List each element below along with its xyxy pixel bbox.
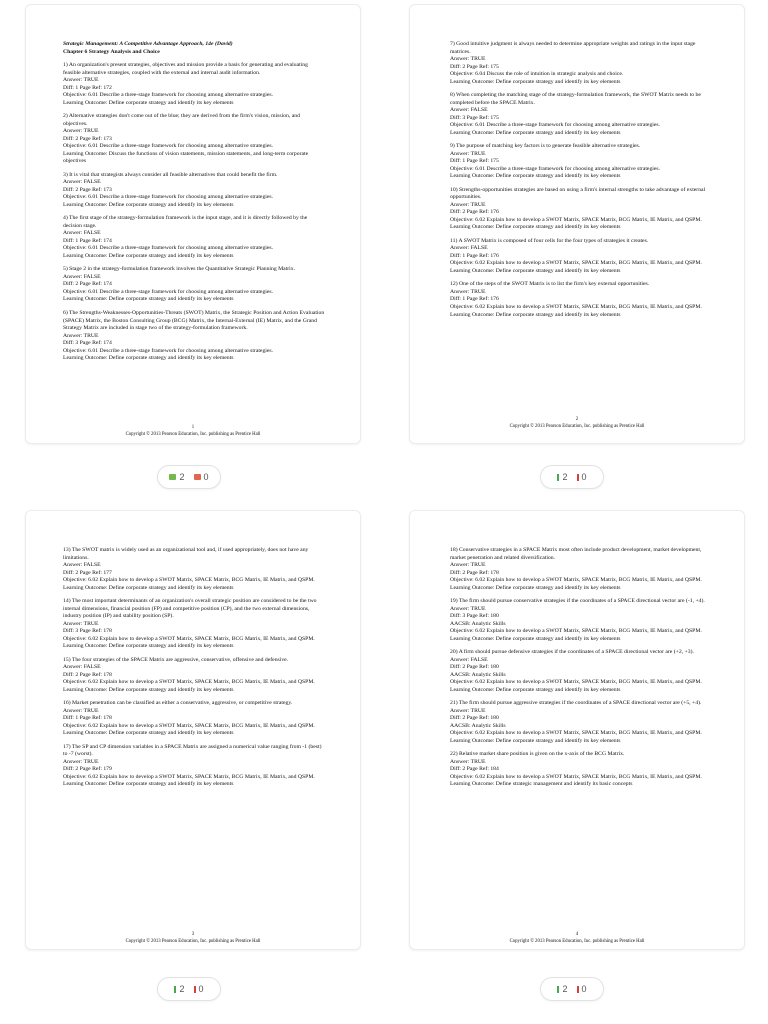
question-item [450,92,712,137]
question-meta-line: Learning Outcome: Define corporate strategy and identify its key elements [63,584,234,591]
question-meta-line: Learning Outcome: Define corporate strategy and identify its key elements [450,224,621,231]
question-meta-line: Objective: 6.04 Discuss the role of intuition in strategic analysis and choice. [450,71,624,78]
question-text: 15) The four strategies of the SPACE Matrix are aggressive, conservative, offensive and defensive. [63,656,289,663]
question-meta-line: Diff: 2 Page Ref: 180 [450,715,499,722]
question-meta-line: Answer: FALSE [450,245,488,252]
question-meta-line: Learning Outcome: Define corporate strategy and identify its key elements [63,781,234,788]
question-text: 4) The first stage of the strategy-formulation framework is the input stage, and it is directly followed by the decision stage. [63,215,308,229]
question-item [63,310,325,363]
question-meta-line: AACSB: Analytic Skills [450,671,506,678]
question-meta-line: Diff: 3 Page Ref: 174 [63,340,112,347]
question-meta-line: Learning Outcome: Define corporate strategy and identify its key elements [450,78,621,85]
question-text: 11) A SWOT Matrix is composed of four cells for the four types of strategies it creates. [450,237,649,244]
like-button[interactable] [557,472,567,482]
question-item [450,41,712,86]
question-meta-line: Learning Outcome: Define corporate strategy and identify its key elements [63,201,234,208]
vote-bar [157,465,221,489]
question-list [63,62,325,363]
question-list [450,41,712,319]
question-meta-line: Answer: TRUE [450,56,486,63]
question-meta-line: Learning Outcome: Define corporate strategy and identify its key elements [450,584,621,591]
question-meta-line: Learning Outcome: Define corporate strategy and identify its key elements [450,737,621,744]
like-count: 2 [179,472,185,482]
question-text: 19) The firm should pursue conservative strategies if the coordinates of a SPACE directional vector are (-1, +4). [450,598,705,605]
question-text: 1) An organization's present strategies, objectives and mission provide a basis for generating and evaluating feasible alternative strategies, coupled with the external and internal audit information. [63,62,308,76]
question-meta-line: Answer: TRUE [63,332,99,339]
question-meta-line: Objective: 6.01 Describe a three-stage framework for choosing among alternative strategies. [63,143,274,150]
question-meta-line: Diff: 2 Page Ref: 179 [63,766,112,773]
question-meta-line: Answer: TRUE [63,77,99,84]
document-page-2 [409,4,745,444]
dislike-icon [577,474,579,481]
question-meta-line: AACSB: Analytic Skills [450,722,506,729]
document-page-3 [25,510,361,950]
thumbs-up-icon [169,474,176,480]
question-meta-line: Objective: 6.01 Describe a three-stage framework for choosing among alternative strategies. [63,245,274,252]
question-item [450,143,712,181]
question-meta-line: Answer: TRUE [63,758,99,765]
question-list [450,547,712,789]
dislike-count: 0 [581,472,587,482]
question-text: 20) A firm should pursue defensive strategies if the coordinates of a SPACE directional vector are (+2, +3). [450,649,694,656]
question-meta-line: Learning Outcome: Define corporate strategy and identify its key elements [450,311,621,318]
question-meta-line: AACSB: Analytic Skills [450,620,506,627]
question-meta-line: Diff: 2 Page Ref: 175 [450,63,499,70]
question-item [63,657,325,695]
dislike-count: 0 [198,984,204,994]
question-text: 8) When completing the matching stage of the strategy-formulation framework, the SWOT Matrix needs to be completed before the SPACE Matrix. [450,92,701,106]
question-item [450,700,712,745]
dislike-icon [194,986,196,993]
question-meta-line: Answer: TRUE [450,605,486,612]
dislike-button[interactable] [577,984,587,994]
question-text: 12) One of the steps of the SWOT Matrix is to list the firm's key external opportunities. [450,281,650,288]
page-number: 2 [575,417,579,422]
question-meta-line: Diff: 1 Page Ref: 175 [450,158,499,165]
question-item [450,547,712,592]
like-button[interactable] [174,984,184,994]
question-item [63,266,325,304]
dislike-count: 0 [581,984,587,994]
question-item [63,113,325,166]
question-meta-line: Diff: 1 Page Ref: 176 [450,296,499,303]
vote-bar [540,465,604,489]
question-text: 7) Good intuitive judgment is always needed to determine appropriate weights and ratings in the input stage matrices. [450,41,696,55]
question-meta-line: Learning Outcome: Define corporate strategy and identify its key elements [450,267,621,274]
copyright-text: Copyright © 2013 Pearson Education, Inc. publishing as Prentice Hall [509,424,645,430]
question-meta-line: Answer: FALSE [63,562,101,569]
question-text: 2) Alternative strategies don't come out of the blue; they are derived from the firm's vision, mission, and objectives. [63,113,300,127]
question-meta-line: Objective: 6.01 Describe a three-stage framework for choosing among alternative strategies. [63,194,274,201]
chapter-title: Chapter 6 Strategy Analysis and Choice [63,48,160,55]
question-meta-line: Objective: 6.02 Explain how to develop a SWOT Matrix, SPACE Matrix, BCG Matrix, IE Matrix, and QSPM. [63,679,315,686]
question-meta-line: Objective: 6.02 Explain how to develop a SWOT Matrix, SPACE Matrix, BCG Matrix, IE Matrix, and QSPM. [450,577,702,584]
question-meta-line: Learning Outcome: Define corporate strategy and identify its key elements [63,730,234,737]
question-meta-line: Objective: 6.02 Explain how to develop a SWOT Matrix, SPACE Matrix, BCG Matrix, IE Matrix, and QSPM. [450,260,702,267]
question-meta-line: Diff: 1 Page Ref: 172 [63,84,112,91]
question-meta-line: Objective: 6.02 Explain how to develop a SWOT Matrix, SPACE Matrix, BCG Matrix, IE Matrix, and QSPM. [450,303,702,310]
question-item [450,598,712,643]
question-meta-line: Diff: 2 Page Ref: 174 [63,281,112,288]
question-item [63,215,325,260]
question-meta-line: Diff: 2 Page Ref: 184 [450,766,499,773]
question-meta-line: Diff: 3 Page Ref: 178 [63,628,112,635]
question-meta-line: Diff: 2 Page Ref: 177 [63,569,112,576]
question-meta-line: Objective: 6.02 Explain how to develop a SWOT Matrix, SPACE Matrix, BCG Matrix, IE Matrix, and QSPM. [63,773,315,780]
question-meta-line: Answer: TRUE [450,758,486,765]
question-meta-line: Diff: 2 Page Ref: 180 [450,664,499,671]
question-meta-line: Objective: 6.02 Explain how to develop a SWOT Matrix, SPACE Matrix, BCG Matrix, IE Matrix, and QSPM. [63,635,315,642]
question-meta-line: Answer: FALSE [450,656,488,663]
question-meta-line: Answer: TRUE [450,562,486,569]
page-number: 3 [191,932,195,937]
page-footer [410,931,744,945]
question-meta-line: Learning Outcome: Define strategic management and identify its basic concepts [450,781,633,788]
question-text: 16) Market penetration can be classified as either a conservative, aggressive, or competitive strategy. [63,700,293,707]
dislike-count: 0 [203,472,209,482]
vote-bar [157,977,221,1001]
question-text: 14) The most important determinants of an organization's overall strategic position are considered to be the two internal dimensions, financial position (FP) and competitive position (CP), and the two external dimensions, industry position (IP) and stability position (SP). [63,598,317,620]
question-meta-line: Objective: 6.01 Describe a three-stage framework for choosing among alternative strategies. [63,347,274,354]
question-item [450,187,712,232]
page-content [63,547,325,795]
question-meta-line: Answer: TRUE [450,288,486,295]
question-meta-line: Answer: FALSE [63,664,101,671]
question-item [63,744,325,789]
question-item [450,649,712,694]
question-item [450,281,712,319]
question-item [63,547,325,592]
question-meta-line: Learning Outcome: Define corporate strategy and identify its key elements [63,355,234,362]
like-icon [174,986,176,993]
question-meta-line: Diff: 3 Page Ref: 180 [450,613,499,620]
question-meta-line: Answer: TRUE [450,201,486,208]
like-count: 2 [179,984,185,994]
question-text: 3) It is vital that strategists always consider all feasible alternatives that could benefit the firm. [63,171,278,178]
question-meta-line: Diff: 2 Page Ref: 178 [63,671,112,678]
copyright-text: Copyright © 2013 Pearson Education, Inc. publishing as Prentice Hall [125,939,261,945]
question-item [63,172,325,210]
question-meta-line: Answer: FALSE [63,179,101,186]
like-icon [557,474,559,481]
book-title: Strategic Management: A Competitive Advantage Approach, 14e (David) [63,41,233,47]
dislike-button[interactable] [577,472,587,482]
like-button[interactable] [557,984,567,994]
like-button[interactable] [169,472,184,482]
document-page-4 [409,510,745,950]
question-meta-line: Objective: 6.02 Explain how to develop a SWOT Matrix, SPACE Matrix, BCG Matrix, IE Matrix, and QSPM. [450,679,702,686]
question-item [450,238,712,276]
question-text: 13) The SWOT matrix is widely used as an organizational tool and, if used appropriately, does not have any limitations. [63,547,309,561]
page-content [63,41,325,369]
page-number: 1 [191,425,195,430]
question-meta-line: Diff: 2 Page Ref: 173 [63,186,112,193]
question-meta-line: Learning Outcome: Define corporate strategy and identify its key elements [450,129,621,136]
question-text: 21) The firm should pursue aggressive strategies if the coordinates of a SPACE directional vector are (+5, +4). [450,700,702,707]
question-meta-line: Answer: FALSE [63,230,101,237]
question-item [450,751,712,789]
question-meta-line: Diff: 1 Page Ref: 174 [63,237,112,244]
question-meta-line: Answer: TRUE [63,707,99,714]
like-icon [557,986,559,993]
question-meta-line: Objective: 6.02 Explain how to develop a SWOT Matrix, SPACE Matrix, BCG Matrix, IE Matrix, and QSPM. [450,773,702,780]
question-meta-line: Objective: 6.02 Explain how to develop a SWOT Matrix, SPACE Matrix, BCG Matrix, IE Matrix, and QSPM. [450,216,702,223]
question-meta-line: Learning Outcome: Define corporate strategy and identify its key elements [450,173,621,180]
question-item [63,62,325,107]
question-meta-line: Diff: 1 Page Ref: 178 [63,715,112,722]
question-meta-line: Diff: 1 Page Ref: 176 [450,252,499,259]
question-meta-line: Learning Outcome: Define corporate strategy and identify its key elements [63,99,234,106]
question-meta-line: Objective: 6.01 Describe a three-stage framework for choosing among alternative strategies. [450,165,661,172]
page-content [450,41,712,325]
question-item [63,700,325,738]
page-footer [26,424,360,438]
question-meta-line: Objective: 6.01 Describe a three-stage framework for choosing among alternative strategies. [450,122,661,129]
question-text: 22) Relative market share position is given on the x-axis of the BCG Matrix. [450,751,625,758]
question-meta-line: Objective: 6.02 Explain how to develop a SWOT Matrix, SPACE Matrix, BCG Matrix, IE Matrix, and QSPM. [450,730,702,737]
question-text: 10) Strengths-opportunities strategies are based on using a firm's internal strengths to take advantage of external opportunities. [450,186,706,201]
question-meta-line: Answer: TRUE [63,620,99,627]
question-meta-line: Objective: 6.01 Describe a three-stage framework for choosing among alternative strategies. [63,92,274,99]
page-header [63,41,325,56]
like-count: 2 [562,984,568,994]
question-meta-line: Learning Outcome: Define corporate strategy and identify its key elements [63,252,234,259]
copyright-text: Copyright © 2013 Pearson Education, Inc. publishing as Prentice Hall [509,939,645,945]
question-meta-line: Answer: TRUE [63,128,99,135]
question-meta-line: Objective: 6.02 Explain how to develop a SWOT Matrix, SPACE Matrix, BCG Matrix, IE Matrix, and QSPM. [63,722,315,729]
question-meta-line: Objective: 6.02 Explain how to develop a SWOT Matrix, SPACE Matrix, BCG Matrix, IE Matrix, and QSPM. [63,577,315,584]
question-item [63,598,325,651]
copyright-text: Copyright © 2013 Pearson Education, Inc. publishing as Prentice Hall [125,432,261,438]
question-meta-line: Learning Outcome: Define corporate strategy and identify its key elements [63,643,234,650]
dislike-icon [577,986,579,993]
question-meta-line: Diff: 2 Page Ref: 178 [450,569,499,576]
question-text: 18) Conservative strategies in a SPACE Matrix most often include product development, market development, market penetration and related diversification. [450,547,702,561]
question-meta-line: Diff: 3 Page Ref: 175 [450,114,499,121]
dislike-button[interactable] [194,984,204,994]
dislike-button[interactable] [194,472,209,482]
question-meta-line: Answer: TRUE [450,150,486,157]
question-meta-line: Objective: 6.01 Describe a three-stage framework for choosing among alternative strategies. [63,288,274,295]
question-meta-line: Objective: 6.02 Explain how to develop a SWOT Matrix, SPACE Matrix, BCG Matrix, IE Matrix, and QSPM. [450,628,702,635]
question-meta-line: Learning Outcome: Define corporate strategy and identify its key elements [450,686,621,693]
question-meta-line: Answer: TRUE [450,707,486,714]
question-meta-line: Learning Outcome: Define corporate strategy and identify its key elements [63,686,234,693]
question-list [63,547,325,789]
like-count: 2 [562,472,568,482]
question-text: 5) Stage 2 in the strategy-formulation framework involves the Quantitative Strategic Planning Matrix. [63,266,296,273]
page-footer [26,931,360,945]
question-meta-line: Learning Outcome: Discuss the functions of vision statements, mission statements, and long-term corporate objectives [63,150,309,165]
question-meta-line: Answer: FALSE [63,273,101,280]
page-number: 4 [575,932,579,937]
thumbs-down-icon [194,474,201,480]
question-meta-line: Diff: 2 Page Ref: 176 [450,209,499,216]
question-meta-line: Diff: 2 Page Ref: 173 [63,135,112,142]
document-page-1 [25,4,361,444]
question-text: 17) The SP and CP dimension variables in a SPACE Matrix are assigned a numerical value ranging from -1 (best) to -7 (worst). [63,743,322,758]
question-text: 9) The purpose of matching key factors is to generate feasible alternative strategies. [450,143,641,150]
page-footer [410,416,744,430]
question-meta-line: Answer: FALSE [450,107,488,114]
question-meta-line: Learning Outcome: Define corporate strategy and identify its key elements [63,296,234,303]
question-text: 6) The Strengths-Weaknesses-Opportunities-Threats (SWOT) Matrix, the Strategic Position and Action Evaluation (SPACE) Matrix, the Boston Consulting Group (BCG) Matrix, the Internal-External (IE) Matrix, and the Grand Strategy Matrix are included in stage two of the strategy-formulation framework. [63,309,325,332]
question-meta-line: Learning Outcome: Define corporate strategy and identify its key elements [450,635,621,642]
page-content [450,547,712,795]
vote-bar [540,977,604,1001]
